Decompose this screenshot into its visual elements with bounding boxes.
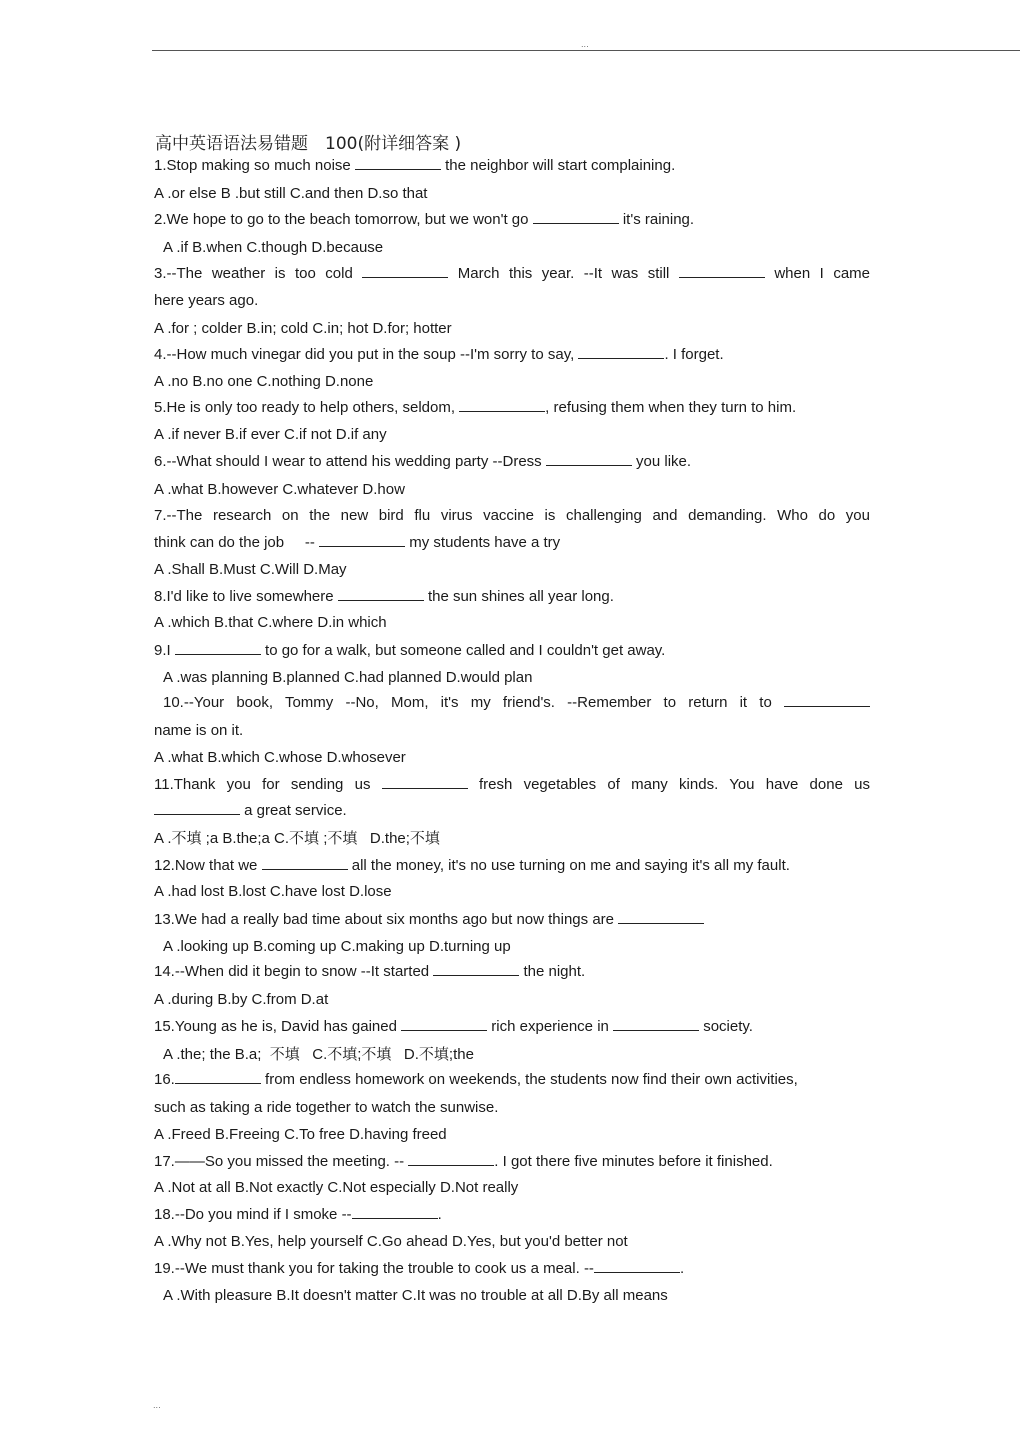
answer-options: A .no B.no one C.nothing D.none	[154, 373, 374, 390]
question-text	[154, 587, 870, 607]
question-text	[154, 156, 870, 176]
question-text-segment: when I came	[764, 265, 870, 282]
answer-options: A .what B.which C.whose D.whosever	[154, 749, 406, 766]
question-text-segment: from endless homework on weekends, the students now find their own activities,	[260, 1071, 798, 1088]
answer-blank	[338, 587, 424, 601]
question-text-segment: , refusing them when they turn to him.	[545, 399, 797, 416]
answer-options: A .or else B .but still C.and then D.so that	[154, 185, 428, 202]
question-text-segment: .	[679, 1260, 685, 1277]
question-text-segment: 16.	[154, 1071, 175, 1088]
answer-options: A .looking up B.coming up C.making up D.turning up	[163, 938, 511, 955]
question-text-segment: society.	[699, 1018, 753, 1035]
answer-blank	[679, 264, 765, 278]
answer-blank	[175, 1070, 261, 1084]
question-text	[154, 345, 870, 365]
question-text-segment: 5.He is only too ready to help others, seldom,	[154, 399, 460, 416]
question-text-segment: rich experience in	[487, 1018, 614, 1035]
question-text	[154, 1205, 870, 1225]
answer-blank	[175, 641, 261, 655]
question-text-segment: the neighbor will start complaining.	[440, 157, 676, 174]
answer-options: A .if B.when C.though D.because	[163, 239, 384, 256]
page-title: 高中英语语法易错题 100(附详细答案 )	[155, 134, 462, 154]
question-text-segment: 12.Now that we	[154, 857, 262, 874]
question-text	[154, 962, 870, 982]
footer-mark: ...	[153, 1401, 161, 1410]
question-text-segment: think can do the job --	[154, 534, 320, 551]
question-text	[154, 641, 870, 661]
question-text-segment: March this year. --It was still	[448, 265, 679, 282]
answer-options: A .if never B.if ever C.if not D.if any	[154, 426, 387, 443]
answer-blank	[594, 1259, 680, 1273]
answer-blank	[533, 210, 619, 224]
question-text	[154, 452, 870, 472]
question-text-segment: . I forget.	[664, 346, 724, 363]
question-text-segment: 17.——So you missed the meeting. --	[154, 1153, 409, 1170]
question-text-segment: it's raining.	[618, 211, 695, 228]
question-text-segment: a great service.	[240, 802, 347, 819]
answer-blank	[362, 264, 448, 278]
answer-options: A .Shall B.Must C.Will D.May	[154, 561, 347, 578]
answer-options: A .was planning B.planned C.had planned D.would plan	[163, 669, 533, 686]
answer-blank	[546, 452, 632, 466]
answer-blank	[262, 856, 348, 870]
question-text-segment: 11.Thank you for sending us	[154, 776, 382, 793]
question-text-segment: the night.	[519, 963, 586, 980]
question-text-segment: 15.Young as he is, David has gained	[154, 1018, 402, 1035]
answer-blank	[401, 1017, 487, 1031]
question-text-segment: 4.--How much vinegar did you put in the soup --I'm sorry to say,	[154, 346, 579, 363]
header-mark: ...	[581, 40, 589, 49]
question-text-segment: you like.	[631, 453, 692, 470]
answer-blank	[355, 156, 441, 170]
question-text-segment: 9.I	[154, 642, 175, 659]
question-text	[154, 801, 870, 821]
question-text-segment: all the money, it's no use turning on me and saying it's all my fault.	[347, 857, 790, 874]
question-text-segment: 13.We had a really bad time about six months ago but now things are	[154, 911, 619, 928]
question-text-segment: 14.--When did it begin to snow --It started	[154, 963, 434, 980]
header-rule	[152, 50, 1020, 51]
answer-blank	[613, 1017, 699, 1031]
question-text	[154, 775, 870, 795]
answer-options: A .which B.that C.where D.in which	[154, 614, 387, 631]
question-text	[154, 264, 870, 284]
answer-blank	[459, 398, 545, 412]
question-text-segment: 3.--The weather is too cold	[154, 265, 363, 282]
question-text-segment: to go for a walk, but someone called and I couldn't get away.	[260, 642, 666, 659]
question-text-segment: .	[437, 1206, 442, 1223]
question-text-segment: 10.--Your book, Tommy --No, Mom, it's my friend's. --Remember to return it to	[163, 694, 784, 711]
answer-blank	[784, 693, 870, 707]
answer-blank	[319, 533, 405, 547]
question-text-segment: 6.--What should I wear to attend his wedding party --Dress	[154, 453, 546, 470]
question-text-segment: 18.--Do you mind if I smoke --	[154, 1206, 352, 1223]
question-text	[154, 533, 870, 553]
answer-options: A .what B.however C.whatever D.how	[154, 481, 405, 498]
answer-options: A .With pleasure B.It doesn't matter C.It was no trouble at all D.By all means	[163, 1287, 668, 1304]
answer-blank	[154, 801, 240, 815]
question-text-segment: 1.Stop making so much noise	[154, 157, 355, 174]
question-text: name is on it.	[154, 722, 244, 739]
question-text	[154, 910, 870, 930]
answer-options: A .不填 ;a B.the;a C.不填 ;不填 D.the;不填	[154, 830, 440, 847]
question-text-segment: . I got there five minutes before it finished.	[494, 1153, 773, 1170]
question-text	[154, 210, 870, 230]
question-text	[154, 1152, 870, 1172]
answer-options: A .during B.by C.from D.at	[154, 991, 329, 1008]
answer-blank	[352, 1205, 438, 1219]
question-text: here years ago.	[154, 292, 259, 309]
answer-blank	[433, 962, 519, 976]
answer-options: A .Not at all B.Not exactly C.Not especially D.Not really	[154, 1179, 519, 1196]
question-text-segment: my students have a try	[405, 534, 561, 551]
answer-options: A .for ; colder B.in; cold C.in; hot D.for; hotter	[154, 320, 452, 337]
question-text-segment: the sun shines all year long.	[423, 588, 614, 605]
question-text	[154, 1070, 870, 1090]
answer-options: A .Why not B.Yes, help yourself C.Go ahead D.Yes, but you'd better not	[154, 1233, 628, 1250]
answer-blank	[408, 1152, 494, 1166]
question-text: such as taking a ride together to watch the sunwise.	[154, 1099, 499, 1116]
answer-options: A .Freed B.Freeing C.To free D.having freed	[154, 1126, 447, 1143]
question-text	[154, 1017, 870, 1037]
question-text: 7.--The research on the new bird flu virus vaccine is challenging and demanding. Who do you	[154, 507, 870, 524]
question-text	[163, 693, 870, 713]
answer-options: A .the; the B.a; 不填 C.不填;不填 D.不填;the	[163, 1046, 474, 1063]
question-text-segment: 19.--We must thank you for taking the trouble to cook us a meal. --	[154, 1260, 594, 1277]
question-text	[154, 1259, 870, 1279]
answer-blank	[578, 345, 664, 359]
question-text-segment: fresh vegetables of many kinds. You have done us	[467, 776, 870, 793]
question-text	[154, 856, 870, 876]
answer-blank	[382, 775, 468, 789]
question-text-segment: 8.I'd like to live somewhere	[154, 588, 338, 605]
question-text	[154, 398, 870, 418]
question-text-segment: 2.We hope to go to the beach tomorrow, but we won't go	[154, 211, 533, 228]
answer-options: A .had lost B.lost C.have lost D.lose	[154, 883, 392, 900]
answer-blank	[618, 910, 704, 924]
